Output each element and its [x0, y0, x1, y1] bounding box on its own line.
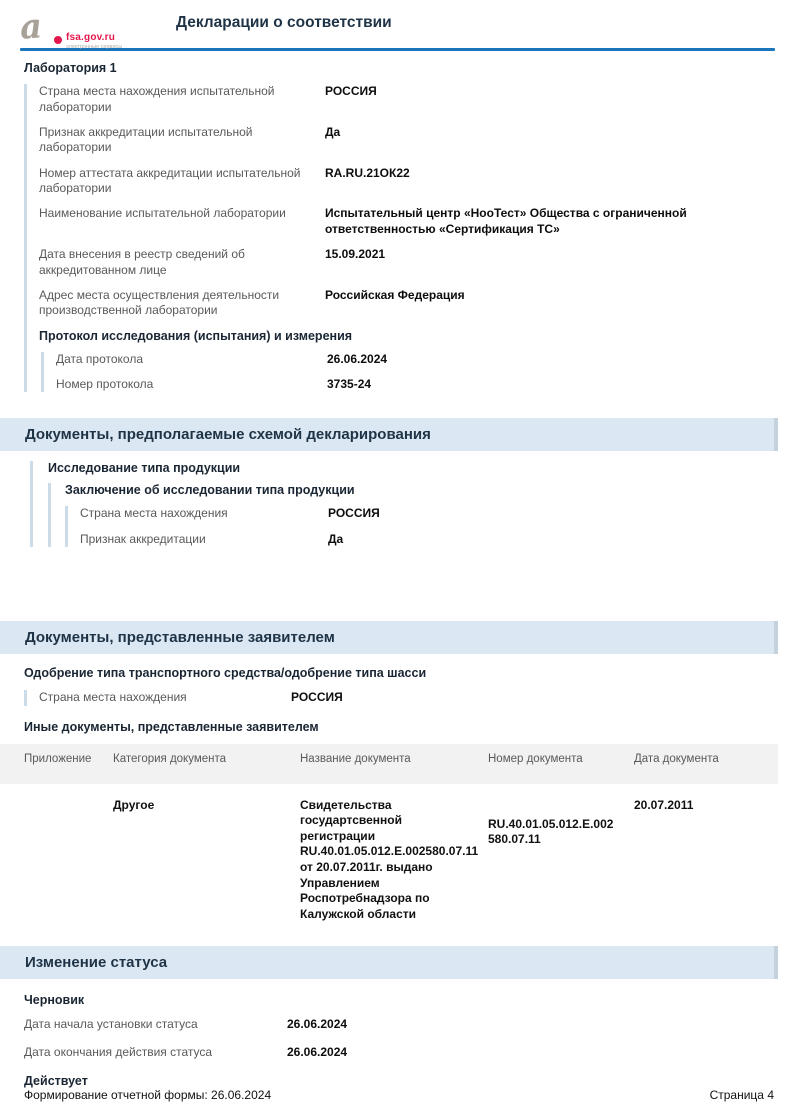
protocol-heading: Протокол исследования (испытания) и измерения — [39, 328, 353, 343]
other-docs-heading: Иные документы, представленные заявителем — [24, 719, 319, 734]
field-value: Да — [325, 125, 341, 139]
laboratory-fields — [24, 84, 775, 392]
cell-attachment — [24, 798, 113, 923]
protocol-fields — [41, 352, 775, 393]
section-banner-scheme-docs: Документы, предполагаемые схемой декларирования — [0, 418, 778, 451]
scheme-group-heading: Исследование типа продукции — [48, 461, 241, 476]
cell-category: Другое — [113, 797, 155, 812]
field-label: Страна места нахождения — [39, 690, 187, 705]
fsa-logo-red-dot-icon — [54, 36, 62, 44]
field-label: Номер протокола — [56, 376, 154, 391]
approval-fields — [24, 690, 775, 705]
field-value: RA.RU.21ОК22 — [325, 165, 410, 180]
field-row — [24, 1045, 775, 1060]
table-header-row — [0, 744, 778, 784]
field-label: Страна места нахождения испытательной лаборатории — [39, 84, 275, 114]
section-banner-status: Изменение статуса — [0, 946, 778, 979]
field-value: Испытательный центр «НооТест» Общества с ограниченной ответственностью «Сертификация ТС» — [325, 206, 687, 236]
field-value: 3735-24 — [327, 376, 372, 391]
field-row — [39, 288, 775, 319]
column-header: Категория документа — [113, 752, 227, 765]
field-row — [39, 166, 775, 197]
field-label: Дата внесения в реестр сведений об аккредитованном лице — [39, 247, 245, 277]
fsa-logo-tagline: электронные сервисы — [66, 44, 123, 50]
column-header: Дата документа — [634, 752, 719, 765]
field-row — [80, 532, 775, 547]
field-label: Страна места нахождения — [80, 506, 228, 521]
status-active-heading: Действует — [24, 1074, 88, 1089]
section-applicant-docs — [24, 666, 775, 733]
field-label: Дата протокола — [56, 351, 143, 366]
status-draft-heading: Черновик — [24, 993, 85, 1008]
section-scheme-docs — [30, 461, 775, 557]
cell-number: RU.40.01.05.012.Е.002580.07.11 — [488, 816, 614, 847]
page-footer — [0, 1088, 798, 1112]
field-row — [24, 1017, 775, 1032]
field-row — [56, 377, 775, 392]
field-value: Российская Федерация — [325, 287, 465, 302]
column-header: Название документа — [300, 752, 411, 765]
field-label: Дата начала установки статуса — [24, 1017, 198, 1032]
fsa-logo-a-icon: а — [18, 6, 44, 48]
field-row — [39, 125, 775, 156]
cell-name: Свидетельства государтсвенной регистрации RU.40.01.05.012.Е.002580.07.11 от 20.07.2011г. выдано Управлением Роспотребнадзора по Калужской области — [300, 797, 479, 921]
field-label: Адрес места осуществления деятельности производственной лаборатории — [39, 287, 280, 318]
fsa-logo-brand: fsa.gov.ru — [66, 32, 116, 43]
section-laboratory — [24, 61, 775, 402]
footer-generated-text: Формирование отчетной формы: 26.06.2024 — [24, 1088, 272, 1103]
other-docs-table — [0, 744, 798, 941]
field-row — [39, 690, 775, 705]
fsa-logo-text — [66, 32, 122, 50]
column-header: Номер документа — [488, 752, 583, 765]
field-label: Признак аккредитации испытательной лаборатории — [39, 125, 253, 155]
field-value: 15.09.2021 — [325, 247, 386, 262]
scheme-fields — [65, 506, 775, 547]
scheme-subgroup — [48, 483, 775, 547]
scheme-subgroup-heading: Заключение об исследовании типа продукции — [65, 483, 355, 498]
fsa-logo — [18, 6, 148, 50]
status-fields — [24, 1017, 775, 1060]
field-value: 26.06.2024 — [287, 1017, 348, 1032]
field-row — [39, 84, 775, 115]
laboratory-heading: Лаборатория 1 — [24, 61, 117, 76]
table-row — [0, 784, 798, 941]
footer-page-number: Страница 4 — [709, 1088, 774, 1103]
field-value: Да — [328, 531, 344, 546]
cell-date: 20.07.2011 — [634, 797, 694, 812]
field-row — [80, 506, 775, 521]
field-label: Номер аттестата аккредитации испытательной лаборатории — [39, 165, 301, 196]
approval-heading: Одобрение типа транспортного средства/одобрение типа шасси — [24, 666, 427, 681]
section-banner-applicant-docs: Документы, представленные заявителем — [0, 621, 778, 654]
field-value: РОССИЯ — [328, 506, 380, 521]
page-title: Декларации о соответствии — [176, 14, 392, 31]
field-row — [56, 352, 775, 367]
field-row — [39, 247, 775, 278]
page-header — [0, 0, 798, 50]
field-row — [39, 206, 775, 237]
field-value: РОССИЯ — [325, 84, 377, 99]
field-label: Дата окончания действия статуса — [24, 1044, 213, 1059]
field-value: РОССИЯ — [291, 690, 343, 705]
field-value: 26.06.2024 — [327, 351, 388, 366]
field-value: 26.06.2024 — [287, 1044, 348, 1059]
field-label: Признак аккредитации — [80, 531, 206, 546]
section-status — [24, 993, 775, 1088]
column-header: Приложение — [24, 752, 92, 765]
scheme-group — [30, 461, 775, 547]
header-divider — [20, 48, 775, 51]
field-label: Наименование испытательной лаборатории — [39, 206, 286, 221]
